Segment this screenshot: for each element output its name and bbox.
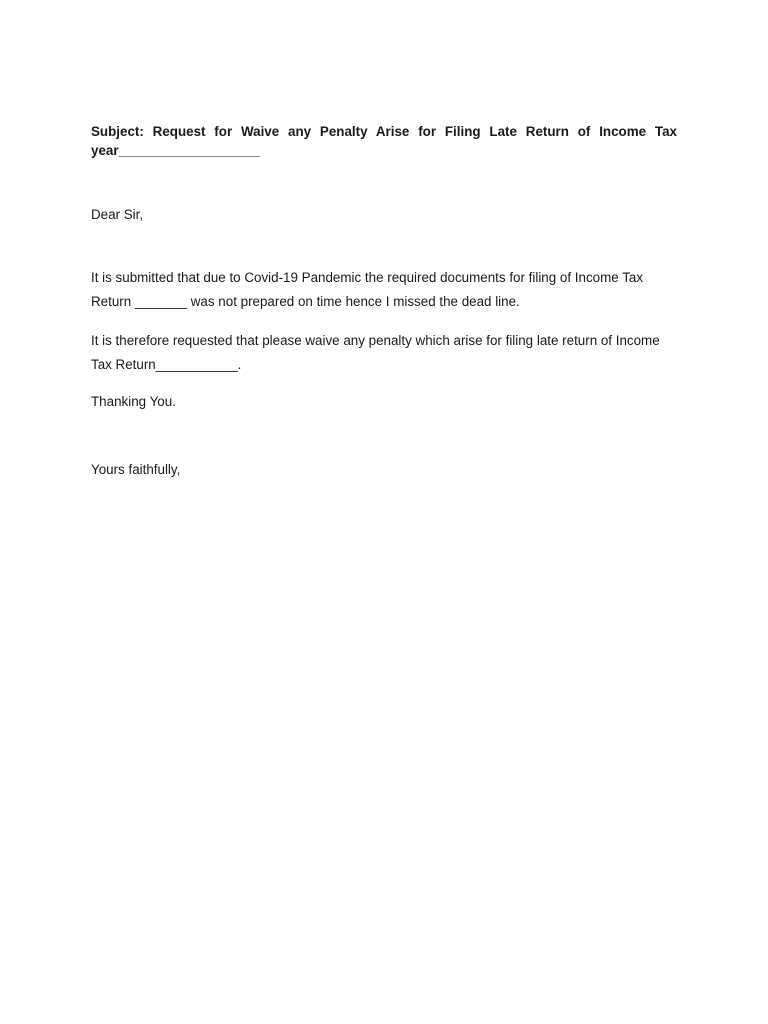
greeting: Dear Sir, <box>91 207 144 222</box>
paragraph-2: It is therefore requested that please waive any penalty which arise for filing late return of Income Tax Return___________. <box>91 333 660 372</box>
paragraph-1: It is submitted that due to Covid-19 Pandemic the required documents for filing of Income Tax Return _______ was not prepared on time hence I missed the dead line. <box>91 270 644 309</box>
subject-line: Subject: Request for Waive any Penalty Arise for Filing Late Return of Income Tax year___________________ <box>91 124 677 158</box>
thanks-line: Thanking You. <box>91 394 176 409</box>
closing-line: Yours faithfully, <box>91 462 181 477</box>
